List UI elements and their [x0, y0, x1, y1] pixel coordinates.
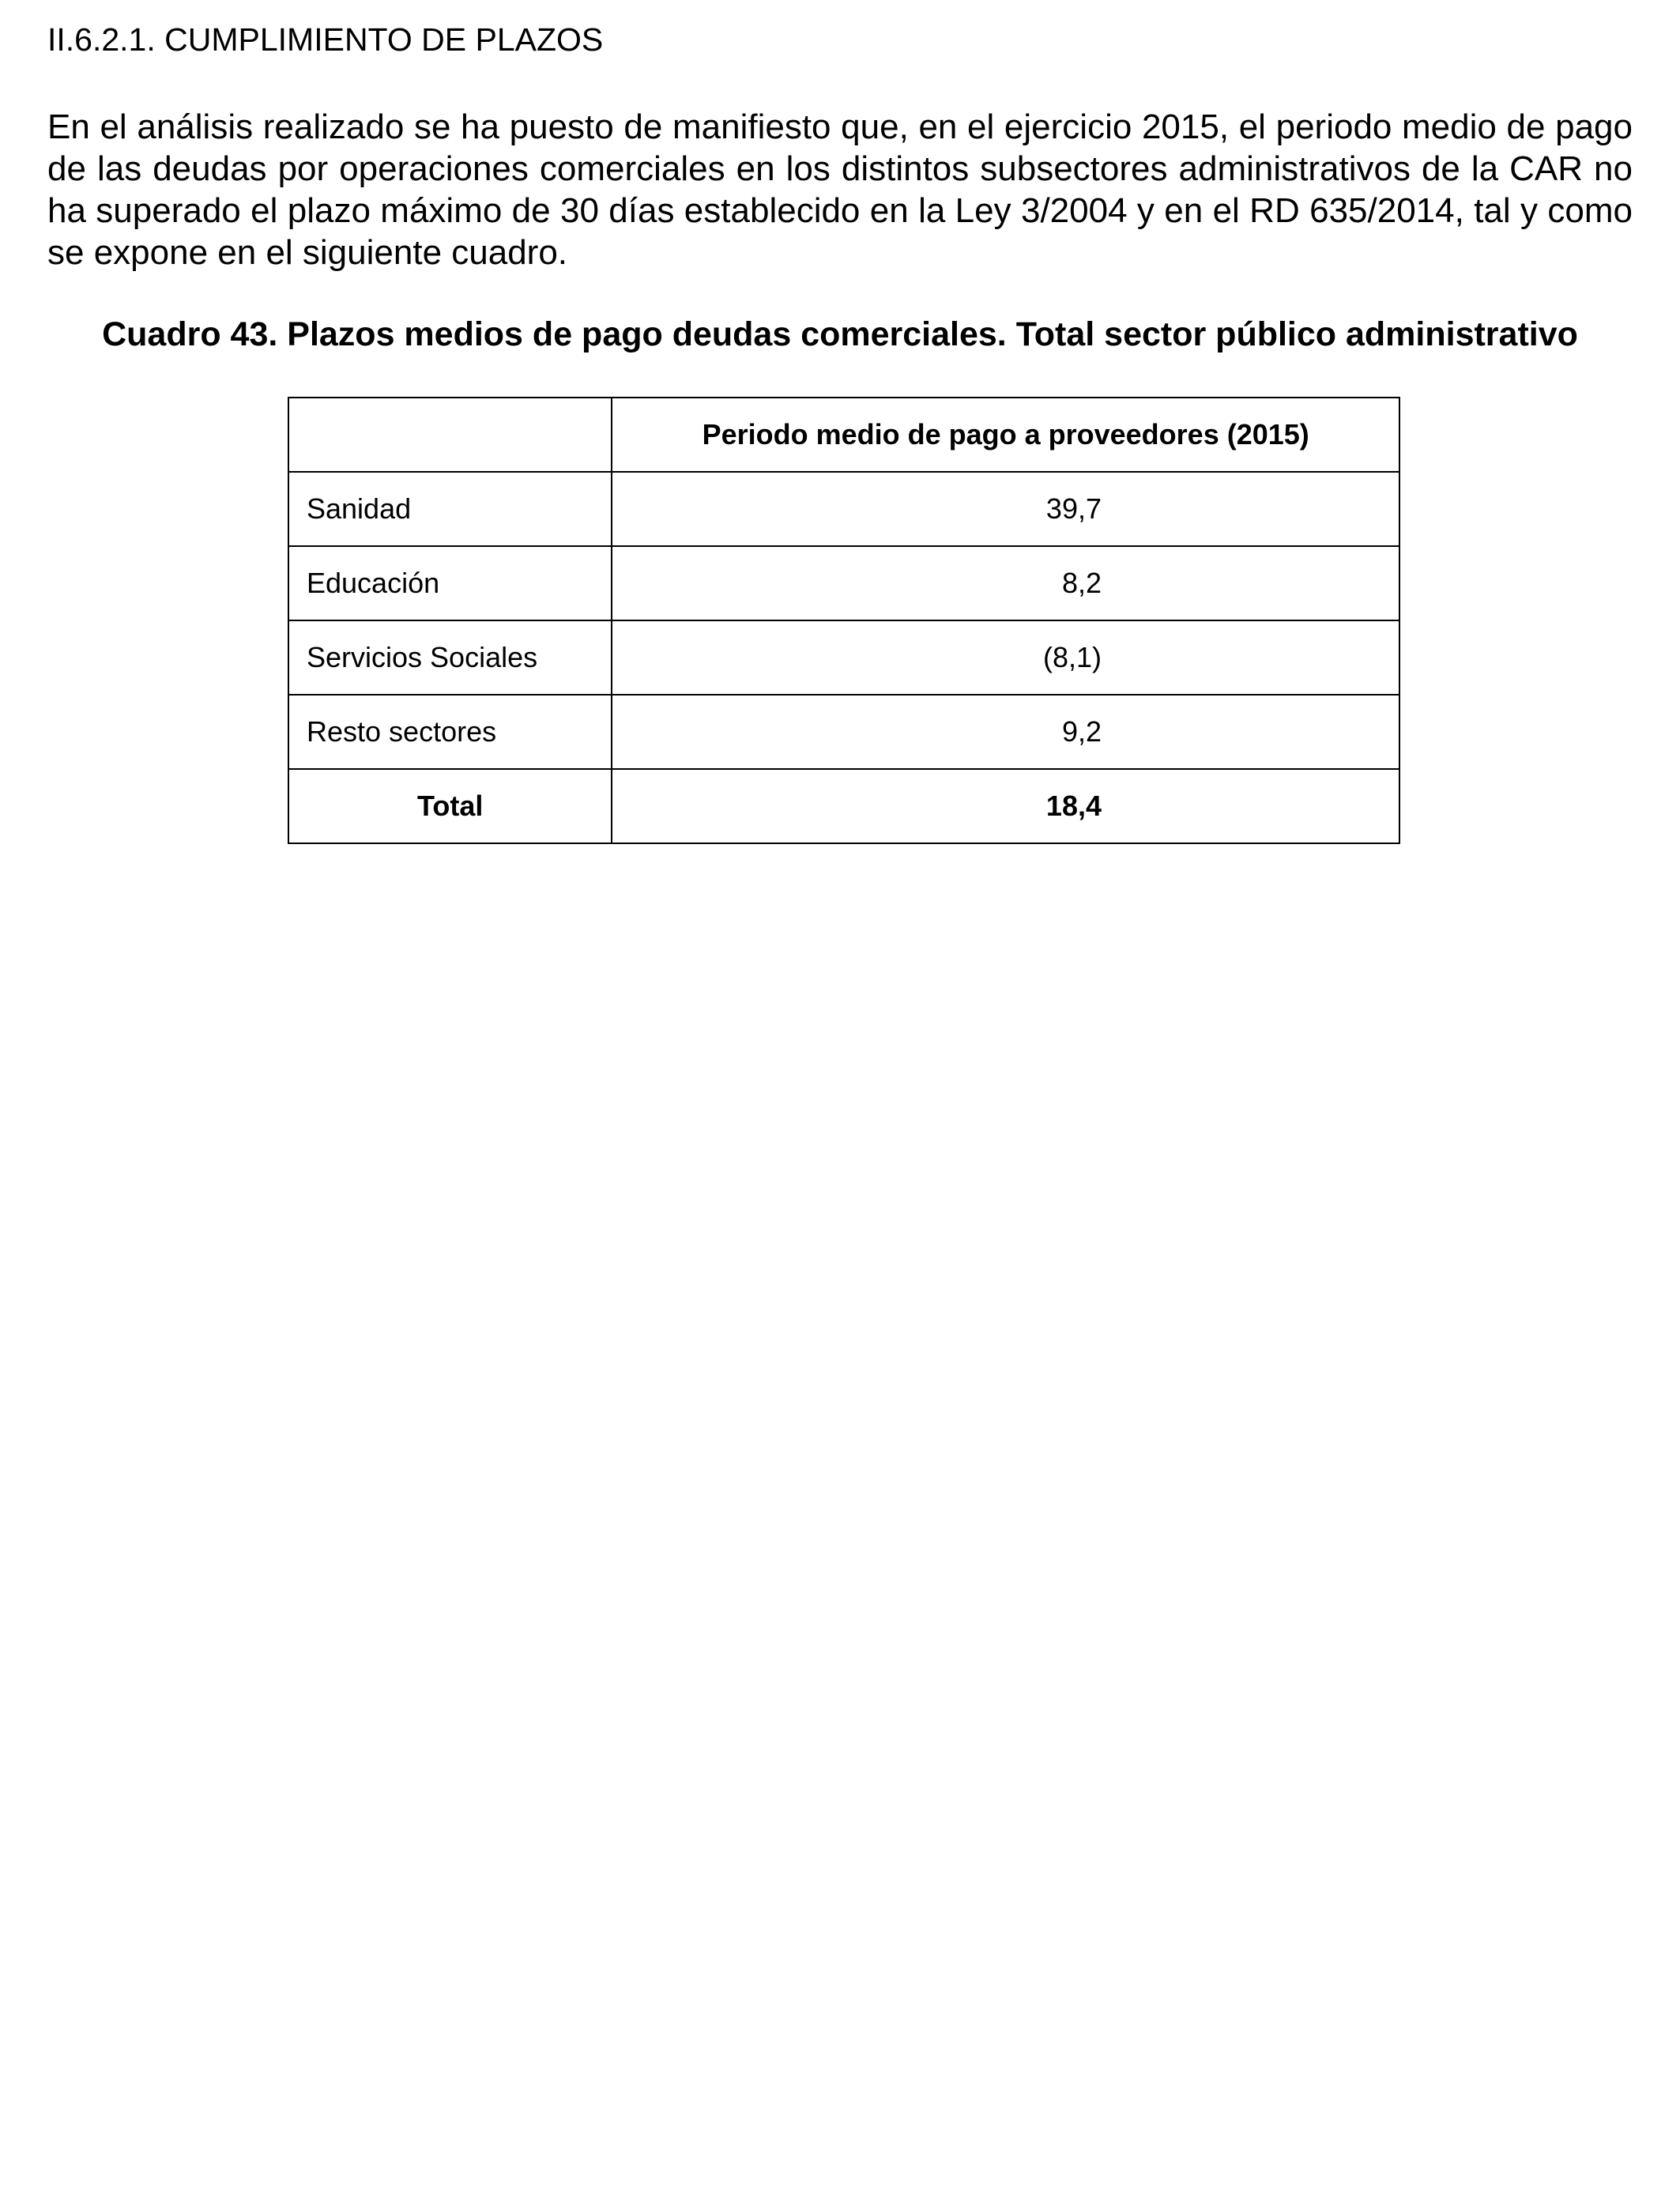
table-caption: Cuadro 43. Plazos medios de pago deudas comerciales. Total sector público administrativo: [102, 315, 1578, 353]
table-header-row: [288, 398, 1399, 472]
payment-period-table: [288, 397, 1400, 844]
row-value: (8,1): [612, 620, 1399, 695]
table-row: [288, 472, 1399, 546]
table-row: [288, 620, 1399, 695]
header-label-cell: [288, 398, 612, 472]
row-value: 8,2: [612, 546, 1399, 620]
total-value: 18,4: [612, 769, 1399, 843]
header-value-cell: Periodo medio de pago a proveedores (2015): [612, 398, 1399, 472]
body-paragraph: En el análisis realizado se ha puesto de manifiesto que, en el ejercicio 2015, el periodo medio de pago de las deudas por operaciones comerciales en los distintos subsectores administrativos de la CAR no ha superado el plazo máximo de 30 días establecido en la Ley 3/2004 y en el RD 635/2014, tal y como se expone en el siguiente cuadro.: [47, 107, 1633, 272]
table-total-row: [288, 769, 1399, 843]
table-row: [288, 695, 1399, 769]
row-label: Servicios Sociales: [288, 620, 612, 695]
row-value: 39,7: [612, 472, 1399, 546]
row-label: Resto sectores: [288, 695, 612, 769]
section-heading: II.6.2.1. CUMPLIMIENTO DE PLAZOS: [47, 21, 604, 58]
table-row: [288, 546, 1399, 620]
row-label: Educación: [288, 546, 612, 620]
row-label: Sanidad: [288, 472, 612, 546]
total-label: Total: [288, 769, 612, 843]
row-value: 9,2: [612, 695, 1399, 769]
